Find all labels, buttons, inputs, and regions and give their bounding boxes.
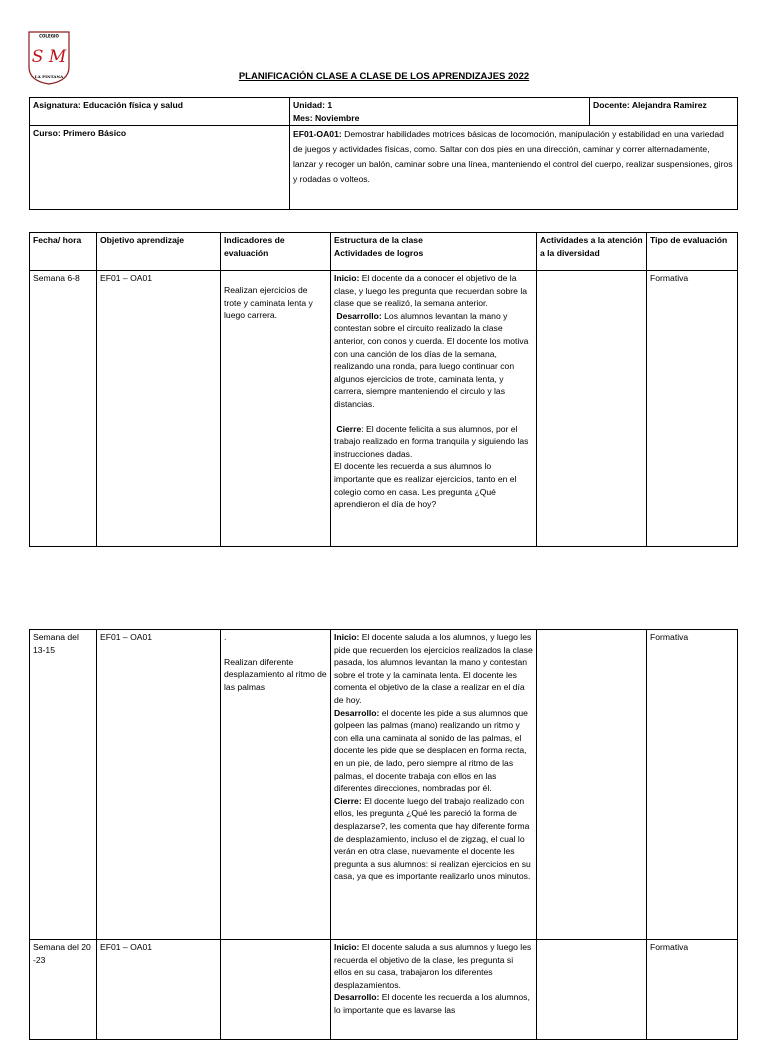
table-row <box>30 940 738 1040</box>
row-estructura <box>331 630 537 940</box>
planning-table <box>29 232 738 547</box>
table-row <box>30 271 738 547</box>
inicio-label: Inicio: <box>334 942 360 952</box>
desarrollo-label: Desarrollo: <box>334 707 380 718</box>
desarrollo-text: el docente les pide a sus alumnos que golpeen las palmas (mano) realizando un ritmo y con ella una caminata al sonido de las palmas, el docente les pide que se desplacen en forma recta, en un pie, de lado, pero siempre al ritmo de las palmas, el docente trabaja con ellos en las diferentes direcciones, nombradas por él. <box>334 707 528 794</box>
desarrollo-text: Los alumnos levantan la mano y contestan sobre el circuito realizado la clase anterior, con conos y cuerda. El docente los motiva con una canción de los días de la semana, realizando una ronda, para luego continuar con algunos ejercicios de trote, caminata lenta, y carrera, siempre manteniendo el circulo y las distancias. <box>334 310 529 409</box>
planning-table-continued <box>29 629 738 1040</box>
row-objetivo: EF01 – OA01 <box>97 271 221 547</box>
header-estructura <box>331 233 537 271</box>
docente-cell: Docente: Alejandra Ramirez <box>590 98 738 126</box>
asignatura-cell: Asignatura: Educación física y salud <box>30 98 290 126</box>
row-estructura <box>331 940 537 1040</box>
header-fecha: Fecha/ hora <box>30 233 97 271</box>
row-tipo: Formativa <box>647 630 738 940</box>
header-estructura-line2: Actividades de logros <box>334 247 424 258</box>
cierre-text-2: El docente les recuerda a sus alumnos lo importante que es realizar ejercicios, tanto en el colegio como en casa. Les pregunta ¿Qué aprendieron el día de hoy? <box>334 461 517 510</box>
document-title: PLANIFICACIÓN CLASE A CLASE DE LOS APRENDIZAJES 2022 <box>238 71 530 82</box>
row-fecha: Semana del 20 -23 <box>30 940 97 1040</box>
row-indicador <box>221 940 331 1040</box>
info-table <box>29 97 738 210</box>
row-indicador-dot: . <box>224 632 227 642</box>
row-fecha: Semana 6-8 <box>30 271 97 547</box>
cierre-label: Cierre: <box>334 795 362 806</box>
logo-bottom-text: LA PINTANA <box>34 74 64 79</box>
logo-letters: S M <box>31 47 67 67</box>
row-tipo: Formativa <box>647 271 738 547</box>
header-actividades: Actividades a la atención a la diversidad <box>537 233 647 271</box>
inicio-text: El docente da a conocer el objetivo de la clase, y luego les pregunta que recuerdan sobre la clase que se realizó, la semana anterior. <box>334 273 528 309</box>
inicio-text: El docente saluda a sus alumnos y luego les recuerda el objetivo de la clase, les pregunta si ellos en su casa, trabajaron los diferentes desplazamientos. <box>334 942 532 990</box>
row-objetivo: EF01 – OA01 <box>97 940 221 1040</box>
row-actividades <box>537 271 647 547</box>
row-indicador-text: Realizan diferente desplazamiento al ritmo de las palmas <box>224 656 327 692</box>
row-tipo: Formativa <box>647 940 738 1040</box>
cierre-label: Cierre <box>336 423 362 434</box>
row-indicador <box>221 271 331 547</box>
inicio-label: Inicio: <box>334 273 360 283</box>
cierre-text: : El docente felicita a sus alumnos, por el trabajo realizado en forma tranquila y siguiendo las instrucciones dadas. <box>334 423 529 459</box>
header-estructura-line1: Estructura de la clase <box>334 235 423 245</box>
header-objetivo: Objetivo aprendizaje <box>97 233 221 271</box>
inicio-text: El docente saluda a los alumnos, y luego les pide que recuerden los ejercicios realizados la clase pasada, los alumnos levantan la mano y contestan sobre el trote y la caminata lenta. El docente les comenta el objetivo de la clase a realizar en el día de hoy. <box>334 632 533 705</box>
row-indicador <box>221 630 331 940</box>
objetivo-text: Demostrar habilidades motrices básicas de locomoción, manipulación y estabilidad en una variedad de juegos y actividades físicas, como. Saltar con dos pies en una dirección, caminar y correr alternadamente, lanzar y recoger un balón, caminar sobre una línea, manteniendo el control del cuerpo, realizar suspensiones, giros y rodadas o volteos. <box>293 129 733 185</box>
mes-text: Mes: Noviembre <box>293 112 360 123</box>
table-row <box>30 630 738 940</box>
objetivo-cell <box>290 126 738 210</box>
row-objetivo: EF01 – OA01 <box>97 630 221 940</box>
header-indicadores: Indicadores de evaluación <box>221 233 331 271</box>
row-indicador-text: Realizan ejercicios de trote y caminata lenta y luego carrera. <box>224 285 313 321</box>
desarrollo-label: Desarrollo: <box>336 310 382 321</box>
unidad-text: Unidad: 1 <box>293 100 333 110</box>
desarrollo-label: Desarrollo: <box>334 992 380 1003</box>
logo-top-text: COLEGIO <box>39 33 59 39</box>
curso-cell: Curso: Primero Básico <box>30 126 290 210</box>
cierre-text: El docente luego del trabajo realizado con ellos, les pregunta ¿Qué les pareció la forma de desplazarse?, les comenta que hay diferente forma de desplazamiento, incluso el de zigzag, el cual lo verán en otra clase, nuevamente el docente les pregunta a sus alumnos: si realizan ejercicios en su casa, ya que es importante realizarlo unos minutos. <box>334 795 531 882</box>
desarrollo-text: El docente les recuerda a los alumnos, lo importante que es lavarse las <box>334 992 530 1015</box>
header-tipo: Tipo de evaluación <box>647 233 738 271</box>
row-fecha: Semana del 13-15 <box>30 630 97 940</box>
row-actividades <box>537 940 647 1040</box>
row-estructura <box>331 271 537 547</box>
inicio-label: Inicio: <box>334 632 360 642</box>
unidad-cell <box>290 98 590 126</box>
row-actividades <box>537 630 647 940</box>
objetivo-code: EF01-OA01: <box>293 129 342 140</box>
